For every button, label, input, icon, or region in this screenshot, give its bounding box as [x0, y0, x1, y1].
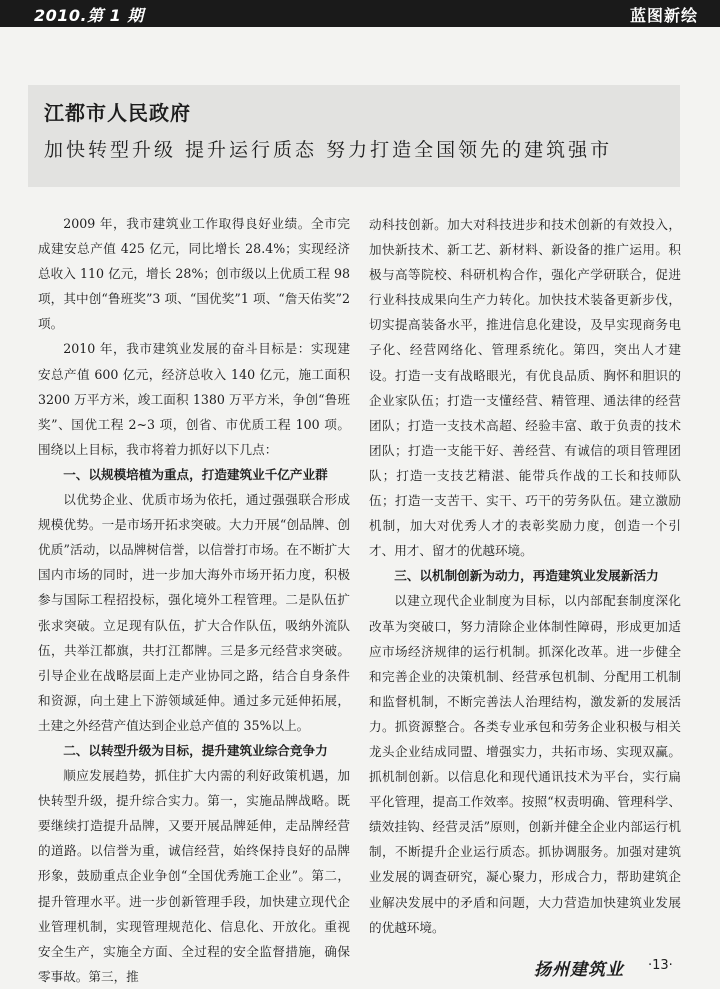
article-subtitle: 加快转型升级 提升运行质态 努力打造全国领先的建筑强市	[44, 139, 613, 161]
magazine-logo: 扬州建筑业	[534, 960, 624, 980]
paragraph: 以建立现代企业制度为目标，以内部配套制度深化改革为突破口，努力清除企业体制性障碍，形成更加适应市场经济规律的运行机制。抓深化改革。进一步健全和完善企业的决策机制、经营承包机制、分配用工机制和监督机制，不断完善法人治理结构，激发新的发展活力。抓资源整合。各类专业承包和劳务企业积极与相关龙头企业结成同盟、增强实力，共拓市场、实现双赢。抓机制创新。以信息化和现代通讯技术为平台，实行扁平化管理，提高工作效率。按照“权责明确、管理科学、绩效挂钩、经营灵活”原则，创新并健全企业内部运行机制，不断提升企业运行质态。抓协调服务。加强对建筑业发展的调查研究，凝心聚力，形成合力，帮助建筑企业解决发展中的矛盾和问题，大力营造加快建筑业发展的优越环境。	[369, 593, 681, 935]
page-header-bar	[0, 0, 720, 27]
paragraph: 2009 年，我市建筑业工作取得良好业绩。全市完成建安总产值 425 亿元，同比增长 28.4%；实现经济总收入 110 亿元，增长 28%；创市级以上优质工程 98 项，其中创“鲁班奖”3 项、“国优奖”1 项、“詹天佑奖”2 项。	[38, 216, 350, 332]
paragraph: 动科技创新。加大对科技进步和技术创新的有效投入，加快新技术、新工艺、新材料、新设备的推广运用。积极与高等院校、科研机构合作，强化产学研联合，促进行业科技成果向生产力转化。加快技术装备更新步伐，切实提高装备水平，推进信息化建设，及早实现商务电子化、经营网络化、管理系统化。第四，突出人才建设。打造一支有战略眼光，有优良品质、胸怀和胆识的企业家队伍；打造一支懂经营、精管理、通法律的经营团队；打造一支技术高超、经验丰富、敢于负责的技术团队；打造一支能干好、善经营、有诚信的项目管理团队；打造一支技艺精湛、能带兵作战的工长和技师队伍；打造一支苦干、实干、巧干的劳务队伍。建立激励机制，加大对优秀人才的表彰奖励力度，创造一个引才、用才、留才的优越环境。	[369, 217, 681, 559]
left-text-column	[38, 211, 350, 989]
right-text-column	[369, 212, 681, 940]
headline-block	[28, 85, 680, 187]
organization-title: 江都市人民政府	[44, 101, 191, 125]
paragraph: 顺应发展趋势，抓住扩大内需的利好政策机遇，加快转型升级，提升综合实力。第一，实施品牌战略。既要继续打造提升品牌，又要开展品牌延伸，走品牌经营的道路。以信誉为重，诚信经营，始终保持良好的品牌形象，鼓励重点企业争创“全国优秀施工企业”。第二，提升管理水平。进一步创新管理手段，加快建立现代企业管理机制，实现管理规范化、信息化、开放化。重视安全生产，实施全方面、全过程的安全监督措施，确保零事故。第三，推	[38, 768, 350, 984]
section-heading: 一、以规模培植为重点，打造建筑业千亿产业群	[63, 466, 328, 482]
paragraph: 2010 年，我市建筑业发展的奋斗目标是：实现建安总产值 600 亿元，经济总收入 140 亿元，施工面积 3200 万平方米，竣工面积 1380 万平方米，争创“鲁班奖”、国优工程 2~3 项，创省、市优质工程 100 项。围绕以上目标，我市将着力抓好以下几点：	[38, 341, 350, 457]
section-heading: 三、以机制创新为动力，再造建筑业发展新活力	[394, 568, 659, 584]
column-title: 蓝图新绘	[629, 6, 698, 25]
issue-label: 2010.第 1 期	[34, 6, 144, 25]
page-number: ·13·	[648, 958, 673, 973]
paragraph: 以优势企业、优质市场为依托，通过强强联合形成规模优势。一是市场开拓求突破。大力开展“创品牌、创优质”活动，以品牌树信誉，以信誉打市场。在不断扩大国内市场的同时，进一步加大海外市场开拓力度，积极参与国际工程招投标，强化境外工程管理。二是队伍扩张求突破。立足现有队伍，扩大合作队伍，吸纳外流队伍，共举江都旗，共打江都牌。三是多元经营求突破。引导企业在战略层面上走产业协同之路，结合自身条件和资源，向土建上下游领域延伸。通过多元延伸拓展，土建之外经营产值达到企业总产值的 35%以上。	[38, 492, 350, 733]
section-heading: 二、以转型升级为目标，提升建筑业综合竞争力	[63, 742, 328, 758]
